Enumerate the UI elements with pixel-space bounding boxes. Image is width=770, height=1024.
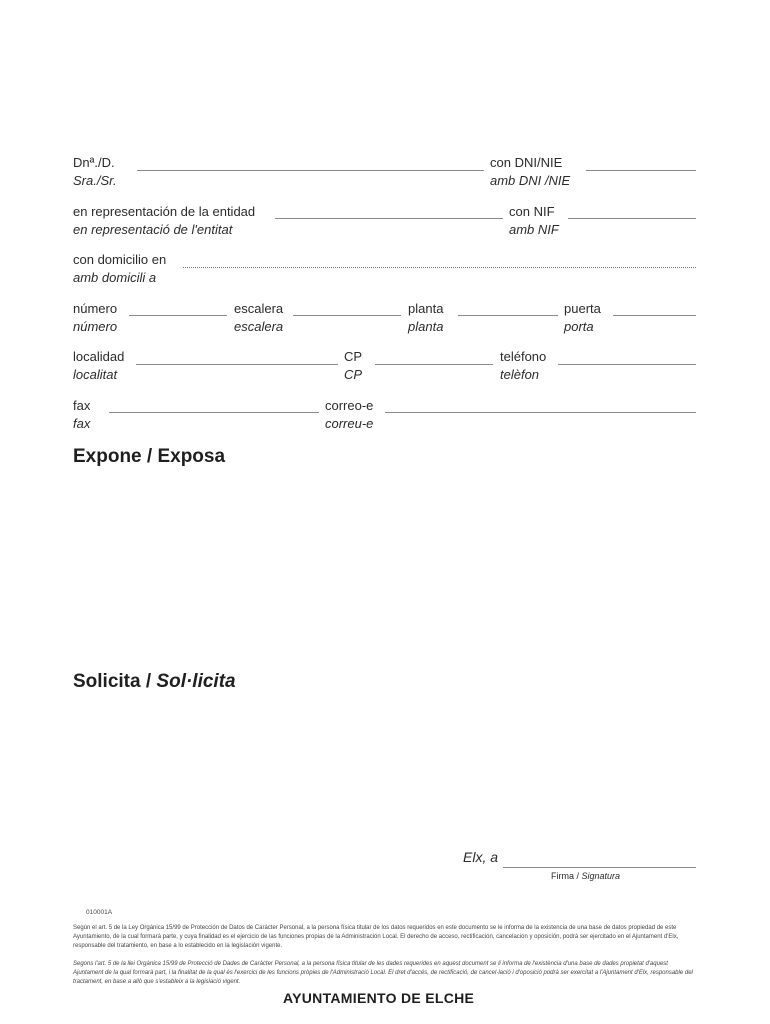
- stair-label-ca: escalera: [234, 319, 284, 334]
- door-label-ca: porta: [564, 319, 594, 334]
- cp-field[interactable]: [375, 364, 493, 365]
- phone-field[interactable]: [558, 364, 696, 365]
- stair-field[interactable]: [293, 315, 401, 316]
- name-label-ca: Sra./Sr.: [73, 173, 117, 188]
- entity-field[interactable]: [275, 218, 503, 219]
- phone-label-ca: telèfon: [500, 367, 540, 382]
- floor-label-ca: planta: [408, 319, 444, 334]
- legal-text-es: Según el art. 5 de la Ley Orgánica 15/99 de Protección de Datos de Carácter Personal, a la persona física titular de los datos requeridos en este documento se le informa de la existencia de una base de datos propiedad de este Ayuntamiento, de la cual formará parte, y cuya finalidad es el ejercicio de las funciones propias de la Administración Local. El derecho de acceso, rectificación, cancelación y oposición, podrá ser ejercitado en el Ajuntament d'Elx, responsable del tratamiento, en base a lo establecido en la legislación vigente.: [73, 925, 679, 949]
- expone-textarea[interactable]: [73, 478, 696, 658]
- email-label-ca: correu-e: [325, 416, 374, 431]
- cp-label-ca: CP: [344, 367, 363, 382]
- dni-label-ca: amb DNI /NIE: [490, 173, 571, 188]
- city-label-ca: localitat: [73, 367, 118, 382]
- place-label: Elx, a: [463, 849, 499, 865]
- fax-label-ca: fax: [73, 416, 91, 431]
- floor-field[interactable]: [458, 315, 558, 316]
- city-label-es: localidad: [73, 349, 125, 364]
- name-field[interactable]: [137, 170, 484, 171]
- phone-label-es: teléfono: [500, 349, 547, 364]
- dni-label-es: con DNI/NIE: [490, 155, 563, 170]
- firma-label-ca: Signatura: [581, 871, 621, 881]
- date-field[interactable]: [503, 867, 696, 868]
- nif-label-es: con NIF: [509, 204, 555, 219]
- solicita-heading: [73, 671, 236, 693]
- expone-heading: Expone / Exposa: [73, 446, 226, 467]
- number-field[interactable]: [129, 315, 227, 316]
- solicita-label-ca: Sol·licita: [156, 671, 236, 692]
- email-field[interactable]: [385, 412, 696, 413]
- solicita-textarea[interactable]: [73, 703, 696, 843]
- floor-label-es: planta: [408, 301, 444, 316]
- solicita-label-es: Solicita /: [73, 671, 157, 692]
- number-label-es: número: [73, 301, 118, 316]
- stair-label-es: escalera: [234, 301, 284, 316]
- cp-label-es: CP: [344, 349, 363, 364]
- email-label-es: correo-e: [325, 398, 374, 413]
- city-field[interactable]: [136, 364, 338, 365]
- legal-text-ca: Segons l'art. 5 de la llei Orgànica 15/99 de Protecció de Dades de Caràcter Personal, a la persona física titular de les dades requerides en aquest document se li informa de l'existència d'una base de dades propietat d'aquest Ajuntament de la qual formarà part, i la finalitat de la qual és l'exercici de les funcions pròpies de l'Administració Local. El dret d'accés, de rectificació, de cancel·lació i d'oposició podrà ser exercitat a l'Ajuntament d'Elx, responsable del tractament, en base a allò que s'estableix a la legislació vigent.: [73, 961, 693, 985]
- dni-field[interactable]: [586, 170, 696, 171]
- address-field[interactable]: [183, 267, 696, 268]
- door-field[interactable]: [613, 315, 696, 316]
- address-label-es: con domicilio en: [73, 252, 167, 267]
- signature-caption: [551, 869, 620, 884]
- door-label-es: puerta: [564, 301, 601, 316]
- name-label-es: Dnª./D.: [73, 155, 115, 170]
- form-code: 010001A: [86, 909, 113, 916]
- number-label-ca: número: [73, 319, 118, 334]
- fax-label-es: fax: [73, 398, 91, 413]
- entity-label-es: en representación de la entidad: [73, 204, 256, 219]
- address-label-ca: amb domicili a: [73, 270, 157, 285]
- firma-label-es: Firma /: [551, 871, 582, 881]
- entity-label-ca: en representació de l'entitat: [73, 222, 233, 237]
- nif-field[interactable]: [568, 218, 696, 219]
- fax-field[interactable]: [109, 412, 319, 413]
- organization-name: AYUNTAMIENTO DE ELCHE: [283, 990, 475, 1006]
- nif-label-ca: amb NIF: [509, 222, 559, 237]
